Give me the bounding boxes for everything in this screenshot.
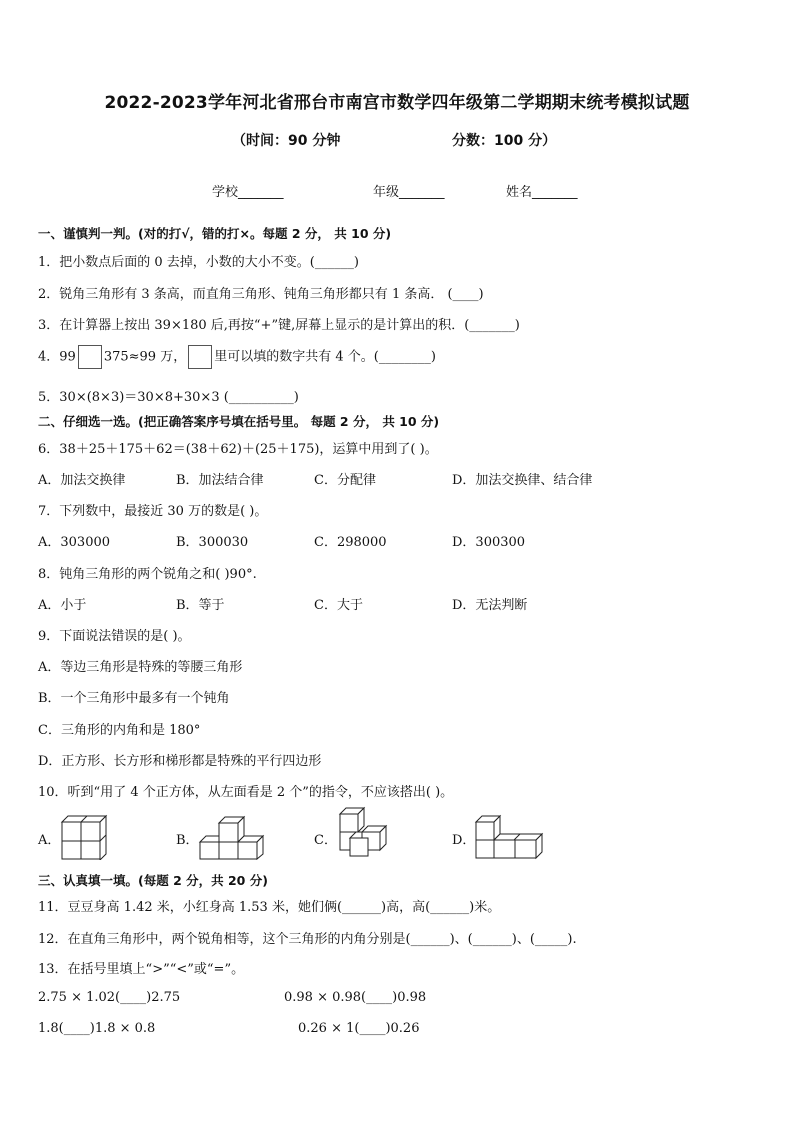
question-7: 7．下列数中，最接近 30 万的数是( )。 (38, 504, 268, 519)
school-field: 学校_______ (212, 185, 284, 200)
question-1: 1．把小数点后面的 0 去掉，小数的大小不变。(______) (38, 255, 359, 270)
question-4 (38, 345, 436, 369)
q7-option-a: A．303000 (38, 535, 111, 550)
q7-option-c: C．298000 (314, 535, 387, 550)
blank-box (188, 345, 212, 369)
question-9: 9．下面说法错误的是( )。 (38, 629, 191, 644)
question-10: 10．听到“用了 4 个正方体，从左面看是 2 个”的指令，不应该搭出( )。 (38, 785, 454, 800)
exam-title: 2022-2023学年河北省邢台市南宫市数学四年级第二学期期末统考模拟试题 (104, 93, 690, 113)
q8-option-b: B．等于 (176, 598, 225, 613)
q13-item-d: 0.26 × 1(____)0.26 (298, 1021, 420, 1036)
q9-option-d: D．正方形、长方形和梯形都是特殊的平行四边形 (38, 754, 322, 769)
grade-field: 年级_______ (373, 185, 445, 200)
q6-option-c: C．分配律 (314, 473, 376, 488)
q8-option-a: A．小于 (38, 598, 87, 613)
name-field: 姓名_______ (506, 185, 578, 200)
question-2: 2．锐角三角形有 3 条高，而直角三角形、钝角三角形都只有 1 条高． (____) (38, 287, 484, 302)
question-3: 3．在计算器上按出 39×180 后,再按“+”键,屏幕上显示的是计算出的积．(_______) (38, 318, 520, 333)
question-8: 8．钝角三角形的两个锐角之和( )90°. (38, 567, 257, 582)
question-11: 11．豆豆身高 1.42 米，小红身高 1.53 米，她们俩(______)高，高(______)米。 (38, 900, 501, 915)
q6-option-b: B．加法结合律 (176, 473, 264, 488)
q7-option-d: D．300300 (452, 535, 526, 550)
blank-box (78, 345, 102, 369)
q10-label-d: D． (452, 833, 476, 848)
section1-heading: 一、谨慎判一判。(对的打√，错的打×。每题 2 分， 共 10 分) (38, 226, 392, 241)
q13-item-a: 2.75 × 1.02(____)2.75 (38, 990, 181, 1005)
q10-label-a: A． (38, 833, 61, 848)
q6-option-a: A．加法交换律 (38, 473, 126, 488)
question-13: 13．在括号里填上“>”“<”或“=”。 (38, 962, 245, 977)
q6-option-d: D．加法交换律、结合律 (452, 473, 593, 488)
section3-heading: 三、认真填一填。(每题 2 分，共 20 分) (38, 873, 268, 888)
question-4-part-a: 4．99 (38, 349, 76, 365)
q8-option-d: D．无法判断 (452, 598, 528, 613)
cube-figure-d (474, 812, 546, 860)
cube-figure-b (198, 812, 268, 860)
cube-figure-c (334, 806, 390, 858)
q9-option-b: B．一个三角形中最多有一个钝角 (38, 691, 230, 706)
q10-label-b: B． (176, 833, 199, 848)
question-4-part-b: 375≈99 万， (103, 349, 187, 365)
q10-label-c: C． (314, 833, 337, 848)
question-6: 6．38＋25＋175＋62＝(38＋62)＋(25＋175)，运算中用到了( )。 (38, 442, 438, 457)
q8-option-c: C．大于 (314, 598, 363, 613)
q13-item-b: 0.98 × 0.98(____)0.98 (284, 990, 427, 1005)
exam-score: 分数：100 分） (452, 133, 557, 149)
q7-option-b: B．300030 (176, 535, 249, 550)
q9-option-c: C．三角形的内角和是 180° (38, 723, 201, 738)
question-4-part-c: 里可以填的数字共有 4 个。(________) (214, 349, 436, 365)
question-5: 5．30×(8×3)＝30×8+30×3 (__________) (38, 390, 299, 405)
q13-item-c: 1.8(____)1.8 × 0.8 (38, 1021, 156, 1036)
q9-option-a: A．等边三角形是特殊的等腰三角形 (38, 660, 243, 675)
question-12: 12．在直角三角形中，两个锐角相等，这个三角形的内角分别是(______)、(______)、(_____). (38, 932, 577, 947)
section2-heading: 二、仔细选一选。(把正确答案序号填在括号里。 每题 2 分， 共 10 分) (38, 414, 440, 429)
cube-figure-a (60, 812, 112, 860)
exam-time: （时间：90 分钟 (232, 133, 341, 149)
